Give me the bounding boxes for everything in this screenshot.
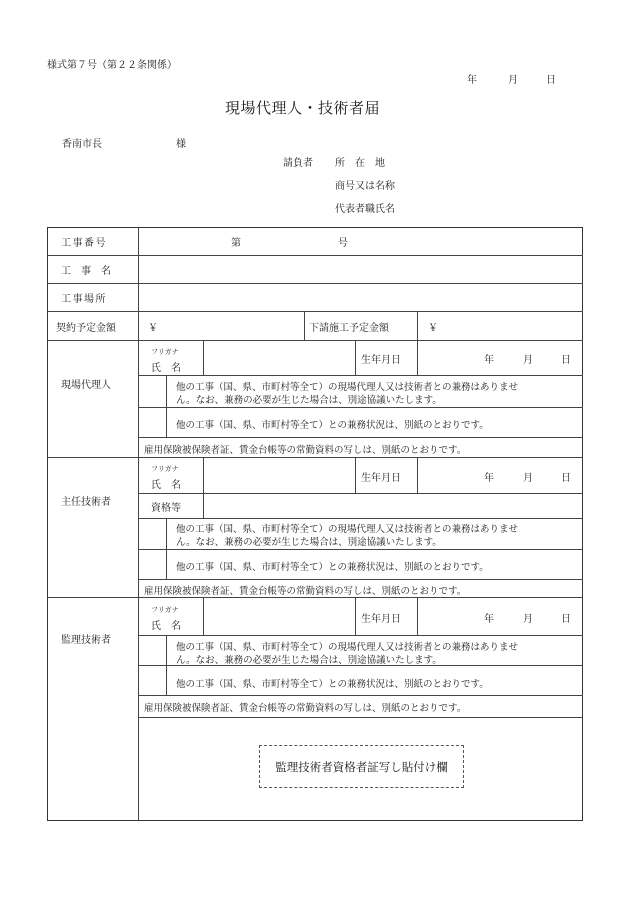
name-label: 氏 名: [151, 480, 181, 491]
rule: [417, 311, 418, 340]
birthdate-label: 生年月日: [361, 473, 401, 484]
rule: [47, 283, 583, 284]
contract-amount-label: 契約予定金額: [56, 323, 116, 334]
rule: [166, 518, 167, 579]
rule: [138, 407, 583, 408]
birth-year-label: 年: [484, 614, 494, 625]
furigana-label: フリガナ: [151, 465, 179, 473]
name-label: 氏 名: [151, 621, 181, 632]
page-title: 現場代理人・技術者届: [225, 99, 381, 117]
addressee: 香南市長: [62, 139, 102, 150]
rule: [203, 597, 204, 635]
rule: [138, 579, 583, 580]
employment-docs: 雇用保険被保険者証、賃金台帳等の常勤資料の写しは、別紙のとおりです。: [144, 586, 467, 597]
rule: [138, 227, 139, 821]
rule: [47, 457, 583, 458]
birth-day-label: 日: [561, 614, 571, 625]
qualification-label: 資格等: [151, 503, 181, 514]
chief-engineer-label: 主任技術者: [61, 497, 111, 508]
rule: [417, 597, 418, 635]
form-number: 様式第７号（第２２条関係）: [47, 60, 177, 71]
concurrent-status: 他の工事（国、県、市町村等全て）との兼務状況は、別紙のとおりです。: [176, 562, 489, 573]
rule: [47, 255, 583, 256]
rule: [138, 549, 583, 550]
work-name-label: 工 事 名: [61, 266, 111, 277]
rule: [138, 635, 583, 636]
site-agent-label: 現場代理人: [61, 380, 111, 391]
no-concurrent-line2: ん。なお、兼務の必要が生じた場合は、別途協議いたします。: [176, 655, 442, 666]
concurrent-status: 他の工事（国、県、市町村等全て）との兼務状況は、別紙のとおりです。: [176, 420, 489, 431]
furigana-label: フリガナ: [151, 348, 179, 356]
rule: [47, 311, 583, 312]
birth-month-label: 月: [523, 473, 533, 484]
date-day-label: 日: [546, 75, 556, 86]
rule: [138, 493, 583, 494]
address-label: 所 在 地: [335, 158, 385, 169]
rule: [138, 437, 583, 438]
birthdate-label: 生年月日: [361, 355, 401, 366]
yen-sign: ￥: [428, 323, 438, 334]
employment-docs: 雇用保険被保険者証、賃金台帳等の常勤資料の写しは、別紙のとおりです。: [144, 445, 467, 456]
rule: [203, 457, 204, 518]
birth-day-label: 日: [561, 473, 571, 484]
rule: [47, 597, 583, 598]
honorific: 様: [176, 139, 186, 150]
contractor-label: 請負者: [283, 158, 313, 169]
certificate-paste-label: 監理技術者資格者証写し貼付け欄: [275, 759, 448, 774]
representative-label: 代表者職氏名: [335, 204, 395, 215]
supervising-engineer-label: 監理技術者: [61, 635, 111, 646]
rule: [355, 340, 356, 375]
rule: [304, 311, 305, 340]
rule: [417, 340, 418, 375]
birth-year-label: 年: [484, 355, 494, 366]
concurrent-status: 他の工事（国、県、市町村等全て）との兼務状況は、別紙のとおりです。: [176, 679, 489, 690]
rule: [355, 597, 356, 635]
no-concurrent-line2: ん。なお、兼務の必要が生じた場合は、別途協議いたします。: [176, 537, 442, 548]
rule: [203, 340, 204, 375]
yen-sign: ￥: [148, 323, 158, 334]
name-label: 氏 名: [151, 363, 181, 374]
furigana-label: フリガナ: [151, 606, 179, 614]
birthdate-label: 生年月日: [361, 614, 401, 625]
work-number-prefix: 第: [231, 238, 241, 249]
certificate-paste-area: [259, 745, 464, 788]
birth-day-label: 日: [561, 355, 571, 366]
subcontract-amount-label: 下請施工予定金額: [309, 323, 389, 334]
no-concurrent-line1: 他の工事（国、県、市町村等全て）の現場代理人又は技術者との兼務はありませ: [176, 524, 519, 535]
no-concurrent-line2: ん。なお、兼務の必要が生じた場合は、別途協議いたします。: [176, 395, 442, 406]
birth-year-label: 年: [484, 473, 494, 484]
rule: [417, 457, 418, 493]
birth-month-label: 月: [523, 355, 533, 366]
rule: [138, 717, 583, 718]
work-number-label: 工事番号: [61, 238, 107, 249]
date-month-label: 月: [508, 75, 518, 86]
rule: [138, 375, 583, 376]
rule: [47, 340, 583, 341]
company-label: 商号又は名称: [335, 181, 395, 192]
rule: [166, 375, 167, 437]
no-concurrent-line1: 他の工事（国、県、市町村等全て）の現場代理人又は技術者との兼務はありませ: [176, 382, 519, 393]
date-year-label: 年: [467, 75, 477, 86]
rule: [138, 695, 583, 696]
rule: [355, 457, 356, 493]
employment-docs: 雇用保険被保険者証、賃金台帳等の常勤資料の写しは、別紙のとおりです。: [144, 703, 467, 714]
rule: [166, 635, 167, 695]
no-concurrent-line1: 他の工事（国、県、市町村等全て）の現場代理人又は技術者との兼務はありませ: [176, 642, 519, 653]
work-site-label: 工事場所: [61, 294, 107, 305]
birth-month-label: 月: [523, 614, 533, 625]
rule: [138, 518, 583, 519]
work-number-suffix: 号: [338, 238, 348, 249]
